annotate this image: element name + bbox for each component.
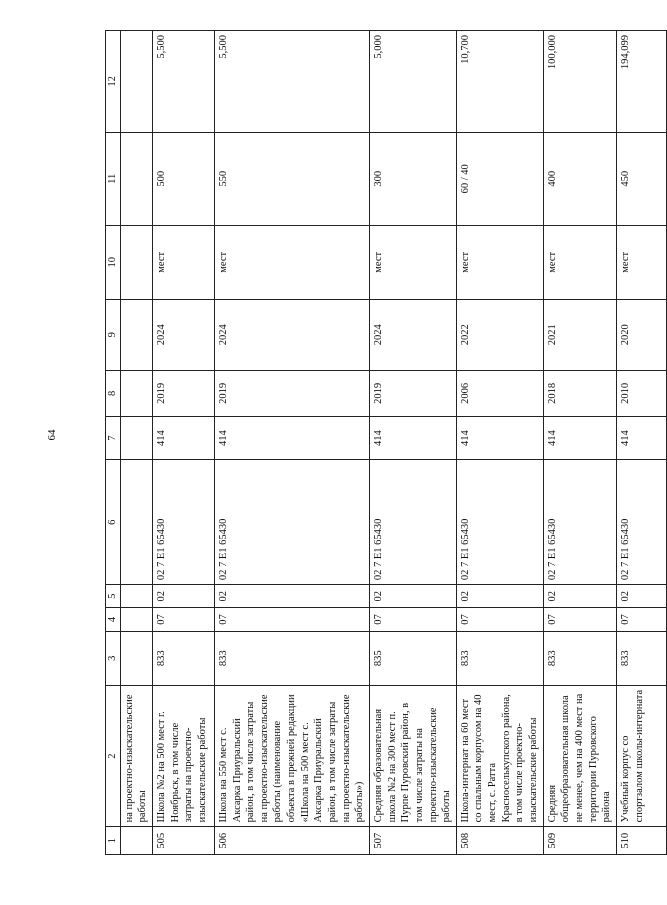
unit-cell: мест bbox=[214, 225, 369, 299]
capacity-cell: 450 bbox=[616, 132, 666, 225]
header-cell: 9 bbox=[106, 299, 121, 370]
column-number-row bbox=[106, 31, 121, 855]
table-row bbox=[152, 31, 214, 855]
unit-cell: мест bbox=[152, 225, 214, 299]
unit-cell bbox=[120, 225, 152, 299]
target-article-cell: 02 7 E1 65430 bbox=[152, 460, 214, 585]
object-name-cell: Средняя образовательная школа №2 на 300 мест п. Пурпе Пуровский район, в том числе затраты на проектно-изыскательские работы bbox=[369, 685, 456, 827]
start-year-cell: 2018 bbox=[543, 370, 616, 416]
target-article-cell: 02 7 E1 65430 bbox=[543, 460, 616, 585]
start-year-cell: 2019 bbox=[152, 370, 214, 416]
object-name-cell: Средняя общеобразовательная школа не менее, чем на 400 мест на территории Пуровского района bbox=[543, 685, 616, 827]
expense-type-cell: 414 bbox=[543, 417, 616, 460]
expense-type-cell: 414 bbox=[456, 417, 543, 460]
subsection-code-cell: 02 bbox=[214, 585, 369, 608]
expense-type-cell: 414 bbox=[616, 417, 666, 460]
row-number-cell: 508 bbox=[456, 827, 543, 855]
unit-cell: мест bbox=[369, 225, 456, 299]
object-name-cell: Школа-интернат на 60 мест со спальным корпусом на 40 мест, с. Ратта Красноселькупского района, в том числе проектно-изыскательские работы bbox=[456, 685, 543, 827]
section-code-cell: 07 bbox=[456, 608, 543, 631]
object-name-cell: Школа на 550 мест с. Аксарка Приуральский район, в том числе затраты на проектно-изыскательские работы (наименование объекта в прежней редакции «Школа на 500 мест с. Аксарка Приуральский район, в том числе затраты на проектно-изыскательские работы») bbox=[214, 685, 369, 827]
header-cell: 7 bbox=[106, 417, 121, 460]
header-cell: 2 bbox=[106, 685, 121, 827]
budget-table bbox=[105, 30, 667, 855]
amount-cell: 5,000 bbox=[369, 31, 456, 133]
unit-cell: мест bbox=[543, 225, 616, 299]
subsection-code-cell: 02 bbox=[152, 585, 214, 608]
unit-cell: мест bbox=[616, 225, 666, 299]
header-cell: 1 bbox=[106, 827, 121, 855]
unit-cell: мест bbox=[456, 225, 543, 299]
amount-cell: 194,099 bbox=[616, 31, 666, 133]
grbs-code-cell: 833 bbox=[543, 631, 616, 685]
section-code-cell: 07 bbox=[616, 608, 666, 631]
subsection-code-cell bbox=[120, 585, 152, 608]
expense-type-cell: 414 bbox=[152, 417, 214, 460]
start-year-cell bbox=[120, 370, 152, 416]
section-code-cell: 07 bbox=[543, 608, 616, 631]
header-cell: 8 bbox=[106, 370, 121, 416]
grbs-code-cell: 833 bbox=[152, 631, 214, 685]
row-number-cell: 506 bbox=[214, 827, 369, 855]
end-year-cell: 2024 bbox=[214, 299, 369, 370]
amount-cell: 100,000 bbox=[543, 31, 616, 133]
row-number-cell: 505 bbox=[152, 827, 214, 855]
object-name-cell: Учебный корпус со спортзалом школы-интерната bbox=[616, 685, 666, 827]
table-row bbox=[616, 31, 666, 855]
target-article-cell: 02 7 E1 65430 bbox=[214, 460, 369, 585]
expense-type-cell bbox=[120, 417, 152, 460]
grbs-code-cell: 833 bbox=[214, 631, 369, 685]
capacity-cell: 300 bbox=[369, 132, 456, 225]
start-year-cell: 2010 bbox=[616, 370, 666, 416]
amount-cell: 5,500 bbox=[152, 31, 214, 133]
table-row bbox=[543, 31, 616, 855]
grbs-code-cell: 833 bbox=[616, 631, 666, 685]
target-article-cell: 02 7 E1 65430 bbox=[456, 460, 543, 585]
amount-cell bbox=[120, 31, 152, 133]
section-code-cell: 07 bbox=[369, 608, 456, 631]
row-number-cell: 507 bbox=[369, 827, 456, 855]
header-cell: 6 bbox=[106, 460, 121, 585]
subsection-code-cell: 02 bbox=[616, 585, 666, 608]
capacity-cell: 400 bbox=[543, 132, 616, 225]
end-year-cell: 2020 bbox=[616, 299, 666, 370]
table-row bbox=[456, 31, 543, 855]
table-row bbox=[369, 31, 456, 855]
object-name-cell: на проектно-изыскательские работы bbox=[120, 685, 152, 827]
capacity-cell bbox=[120, 132, 152, 225]
row-number-cell: 509 bbox=[543, 827, 616, 855]
expense-type-cell: 414 bbox=[369, 417, 456, 460]
grbs-code-cell bbox=[120, 631, 152, 685]
rotated-table-container bbox=[105, 30, 645, 855]
section-code-cell bbox=[120, 608, 152, 631]
end-year-cell: 2021 bbox=[543, 299, 616, 370]
end-year-cell: 2024 bbox=[152, 299, 214, 370]
end-year-cell: 2022 bbox=[456, 299, 543, 370]
target-article-cell: 02 7 E1 65430 bbox=[616, 460, 666, 585]
header-cell: 3 bbox=[106, 631, 121, 685]
header-cell: 10 bbox=[106, 225, 121, 299]
table-row bbox=[214, 31, 369, 855]
amount-cell: 10,700 bbox=[456, 31, 543, 133]
page-number: 64 bbox=[46, 429, 58, 441]
subsection-code-cell: 02 bbox=[456, 585, 543, 608]
capacity-cell: 60 / 40 bbox=[456, 132, 543, 225]
table-row bbox=[120, 31, 152, 855]
expense-type-cell: 414 bbox=[214, 417, 369, 460]
amount-cell: 5,500 bbox=[214, 31, 369, 133]
subsection-code-cell: 02 bbox=[369, 585, 456, 608]
subsection-code-cell: 02 bbox=[543, 585, 616, 608]
start-year-cell: 2019 bbox=[369, 370, 456, 416]
section-code-cell: 07 bbox=[152, 608, 214, 631]
header-cell: 12 bbox=[106, 31, 121, 133]
object-name-cell: Школа №2 на 500 мест г. Ноябрьск, в том числе затраты на проектно-изыскательские работы bbox=[152, 685, 214, 827]
start-year-cell: 2019 bbox=[214, 370, 369, 416]
grbs-code-cell: 833 bbox=[456, 631, 543, 685]
row-number-cell bbox=[120, 827, 152, 855]
header-cell: 5 bbox=[106, 585, 121, 608]
row-number-cell: 510 bbox=[616, 827, 666, 855]
target-article-cell bbox=[120, 460, 152, 585]
capacity-cell: 500 bbox=[152, 132, 214, 225]
capacity-cell: 550 bbox=[214, 132, 369, 225]
header-cell: 4 bbox=[106, 608, 121, 631]
target-article-cell: 02 7 E1 65430 bbox=[369, 460, 456, 585]
grbs-code-cell: 835 bbox=[369, 631, 456, 685]
end-year-cell bbox=[120, 299, 152, 370]
section-code-cell: 07 bbox=[214, 608, 369, 631]
end-year-cell: 2024 bbox=[369, 299, 456, 370]
header-cell: 11 bbox=[106, 132, 121, 225]
start-year-cell: 2006 bbox=[456, 370, 543, 416]
